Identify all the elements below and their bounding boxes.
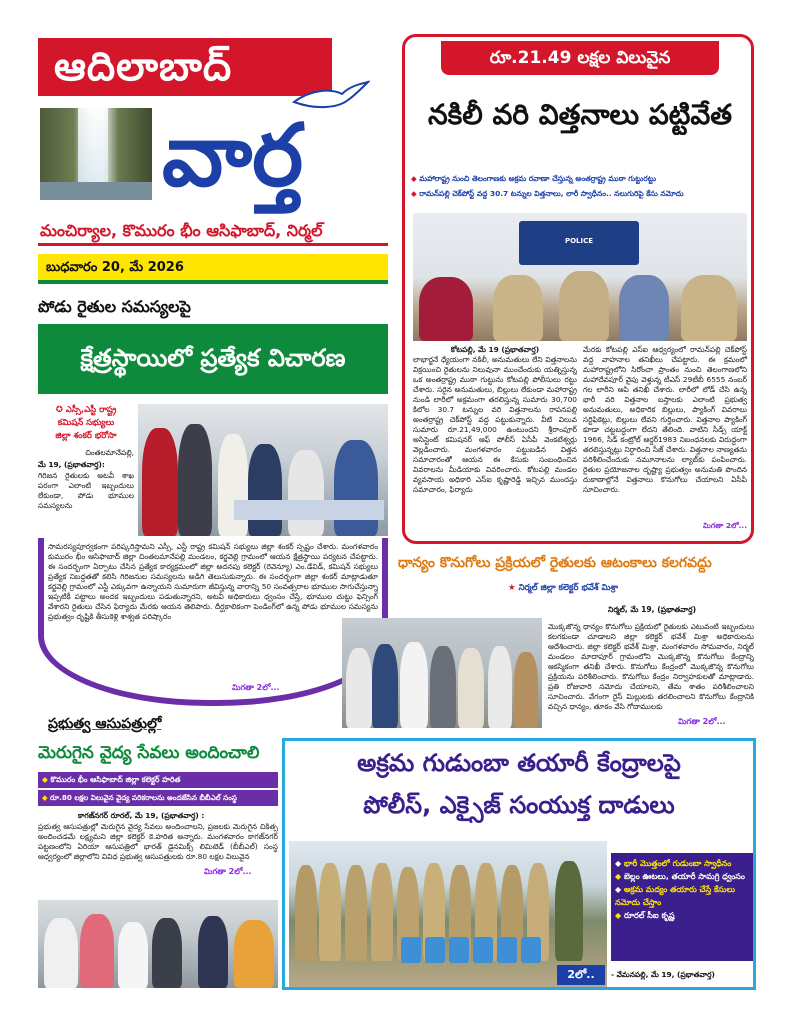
diamond-bullet-icon: ◆ bbox=[411, 174, 420, 183]
story1-bullet: ◆ రామన్‌పల్లి చెక్‌పోస్ట్ వద్ద 30.7 టన్నుల విత్తనాలు, లారీ స్వాధీనం.. నలుగురిపై కేసు నమోదు bbox=[411, 189, 684, 198]
story2-sub-block bbox=[38, 404, 134, 521]
districts-label: మంచిర్యాల, కొమురం భీం ఆసిఫాబాద్, నిర్మల్ bbox=[40, 221, 323, 240]
story5-highlight: ◆ అక్రమ మద్యం తయారు చేస్తే కేసులు నమోదు చేస్తాం bbox=[615, 885, 736, 907]
story3-byline: ★ నిర్మల్ జిల్లా కలెక్టర్ భవేశ్ మిశ్రా bbox=[508, 583, 618, 593]
date-label: బుధవారం 20, మే 2026 bbox=[46, 260, 184, 275]
star-icon: ★ bbox=[508, 583, 519, 593]
story4-bullet: ◆ కొమురం భీం ఆసిఫాబాద్ జిల్లా కలెక్టర్ హరిత bbox=[38, 772, 278, 788]
story5-highlights bbox=[611, 853, 753, 961]
story5-photo-label: 2లో.. bbox=[557, 965, 605, 985]
masthead-title-part2: వార్త bbox=[162, 106, 304, 206]
police-press-photo bbox=[413, 213, 747, 341]
story4-kicker: ప్రభుత్వ ఆసుపత్రుల్లో bbox=[48, 716, 162, 732]
story1-headline: నకిలీ వరి విత్తనాలు పట్టివేత bbox=[427, 98, 733, 131]
story-podu-farmers bbox=[38, 292, 388, 712]
story-fake-seeds bbox=[402, 34, 754, 544]
masthead bbox=[38, 38, 388, 288]
story4-more: మిగతా 2లో... bbox=[204, 867, 252, 876]
raid-photo bbox=[289, 841, 607, 987]
story5-highlight: ◆ భారీ మొత్తంలో గుడుంబా స్వాధీనం bbox=[615, 859, 732, 868]
story3-headline: ధాన్యం కొనుగోలు ప్రక్రియలో రైతులకు ఆటంకాలు కలగవద్దు bbox=[398, 555, 712, 571]
collector-inspection-photo bbox=[342, 618, 542, 728]
story2-dateline-place: చింతలమానేపల్లి, bbox=[85, 448, 134, 457]
story1-body-left: లాభార్జనే ధ్యేయంగా నకిలీ, అనుమతులు లేని విత్తనాలను విక్రయించి రైతులను నిలువునా ముంచేందుకు యత్నిస్తున్న ఒక అంతర్రాష్ట్ర ముఠా గుట్టును కోటపల్లి పోలీసులు రట్టు చేశారు. సరైన అనుమతులు, బిల్లులు లేకుండా మహారాష్ట్ర నుండి లారీలో అక్రమంగా తరలిస్తున్న సుమారు 30,700 కిలోల 30.7 టన్నుల వరి విత్తనాలను రాపనపల్లి అంతర్రాష్ట్ర చెక్‌పోస్ట్ వద్ద పట్టుకున్నారు. వీటి విలువ సుమారు రూ.21,49,000 ఉంటుందని శ్రీరాంపూర్ అసిస్టెంట్ కమిషనర్ ఆఫ్ పోలీస్ ఏసీపీ వెంకటేశ్వర్లు వెల్లడించారు. మంగళవారం పట్టుబడిన విత్తన సమాచారంతో ఆయన ఈ కేసుకు సంబంధించిన వివరాలను మీడియాకు వివరించారు. కోటపల్లి మండల వ్యవసాయ అధికారి ఎస్‌ఐ కృష్ణారెడ్డి ఇచ్చిన ముందస్తు సమాచారం, ఫిర్యాదు bbox=[413, 355, 577, 494]
diamond-bullet-icon: ◆ bbox=[42, 793, 51, 802]
diamond-bullet-icon: ◆ bbox=[615, 911, 624, 920]
story4-dateline: కాగజ్‌నగర్ రూరల్, మే 19, (ప్రభాతవార్త) : bbox=[78, 811, 205, 820]
story4-bullet: ◆ రూ.80 లక్షల విలువైన వైద్య పరికరాలను అందజేసిన బీబీఎల్ సంస్థ bbox=[38, 790, 278, 806]
star-bullet-icon: ✪ bbox=[55, 405, 66, 415]
story2-dateline: మే 19, (ప్రభాతవార్త): bbox=[38, 460, 105, 469]
commission-meeting-photo bbox=[138, 404, 388, 536]
story2-body: సామరస్యపూర్వకంగా పరిష్కరిస్తామని ఎస్సీ, ఎస్టీ రాష్ట్ర కమిషన్ సభ్యులు జిల్లా శంకర్ స్పష్టం చేశారు. మంగళవారం కుమురం భీం ఆసిఫాబాద్ జిల్లా చింతలమానేపల్లి మండలం, కర్జవెల్లి గ్రామంలో ఆయన క్షేత్రస్థాయి పర్యటన చేపట్టారు. ఈ సందర్భంగా ఏర్పాటు చేసిన ప్రత్యేక కార్యక్రమంలో జిల్లా అదనపు కలెక్టర్ (రెవెన్యూ) ఎం.డేవిడ్, కమిషన్ సభ్యులు ప్రత్యేక నిబద్ధతతో కలిసి గిరిజనుల సమస్యలను అడిగి తెలుసుకున్నారు. ఈ సందర్భంగా జిల్లా శంకర్ మాట్లాడుతూ కర్జవెల్లి గ్రామంలో ఎస్టీ ఎక్కువగా ఉన్నాయని సుమారుగా జీవిస్తున్న వారాన్ని 50 సంవత్సరాల భూముల సాగుచేస్తున్నా ఇప్పటికీ పట్టాలు అందక ఇబ్బందులు పడుతున్నారని, అటవీ అధికారులు ధ్వంసం చేస్తే, భూముల చుట్టు ఫెన్సింగ్ వేశారని రైతులు చేసిన ఫిర్యాదు మేరకు ఆయన తెలిపారు. దీర్ఘకాలికంగా పెండింగ్‌లో ఉన్న పోడు భూముల సమస్యను ప్రభుత్వం దృష్టికి తీసుకెళ్లి శాశ్వత పరిష్కారం bbox=[48, 542, 378, 621]
story2-sub-line: కమిషన్ సభ్యులు bbox=[57, 418, 115, 428]
masthead-blue-block bbox=[156, 108, 388, 214]
story5-headline-line1: అక్రమ గుడుంబా తయారీ కేంద్రాలపై bbox=[357, 749, 681, 777]
masthead-title-part1: ఆదిలాబాద్ bbox=[54, 44, 233, 90]
story1-dateline: కోటపల్లి, మే 19 (ప్రభాతవార్త) bbox=[450, 345, 540, 354]
diamond-bullet-icon: ◆ bbox=[411, 189, 420, 198]
story1-col-right bbox=[583, 345, 747, 541]
story2-body-side: గిరిజన రైతులకు అటవీ శాఖ పరంగా ఎలాంటి ఇబ్బందులు లేకుండా, పోడు భూముల సమస్యలను bbox=[38, 471, 134, 510]
waterfall-photo bbox=[40, 108, 152, 200]
medical-equipment-photo bbox=[38, 900, 278, 988]
story1-bullet: ◆ మహారాష్ట్ర నుంచి తెలంగాణకు అక్రమ రవాణా చేస్తున్న అంతర్రాష్ట్ర ముఠా గుట్టురట్టు bbox=[411, 174, 656, 183]
story1-bullets bbox=[411, 173, 749, 200]
diamond-bullet-icon: ◆ bbox=[615, 859, 624, 868]
story-hospital-services bbox=[38, 714, 278, 994]
story3-body: మొక్కజొన్న ధాన్యం కొనుగోలు ప్రక్రియలో రైతులకు ఎటువంటి ఇబ్బందులు కలగకుండా చూడాలని జిల్లా కలెక్టర్ భవేశ్ మిశ్రా అధికారులను ఆదేశించారు. జిల్లా కలెక్టర్ భవేశ్ మిశ్రా, మంగళవారం సోమవారం, నిర్మల్ మండలం మాదాపూర్ గ్రామంలోని మొక్కజొన్న కొనుగోలు కేంద్రాన్ని ఆకస్మికంగా తనిఖీ చేశారు. కొనుగోలు కేంద్రంలో మొక్కజొన్న కొనుగోలు ప్రక్రియను పరిశీలించారు. కొనుగోలు కేంద్రం నిర్వాహకులతో మాట్లాడారు. ప్రతి రోజువారి నమోదు చేయాలని, తేమ శాతం పరిశీలించాలని సూచించారు. వేగంగా రైస్ మిల్లులకు తరలించాలని కొనుగోలు కేంద్రానికి వచ్చిన ధాన్యం, తూకం వేసి గోదాములకు bbox=[548, 622, 754, 711]
story1-kicker-bar bbox=[441, 41, 719, 75]
districts-bar bbox=[38, 216, 388, 246]
story3-more: మిగతా 2లో... bbox=[678, 717, 726, 726]
diamond-bullet-icon: ◆ bbox=[615, 872, 624, 881]
diamond-bullet-icon: ◆ bbox=[615, 885, 624, 894]
story5-highlight: ◆ రూరల్ సీఐ కృష్ణ bbox=[615, 911, 675, 920]
story1-col-left bbox=[413, 345, 577, 541]
date-bar bbox=[38, 254, 388, 284]
story5-dateline: - వేమనపల్లి, మే 19, (ప్రభాతవార్త) bbox=[611, 970, 715, 979]
story5-headline-line2: పోలీస్, ఎక్సైజ్ సంయుక్త దాడులు bbox=[363, 791, 675, 819]
story4-headline: మెరుగైన వైద్య సేవలు అందించాలి bbox=[38, 743, 260, 763]
story2-kicker: పోడు రైతుల సమస్యలపై bbox=[38, 297, 191, 316]
story-gudumba-raids bbox=[282, 738, 756, 990]
story2-sub-line: ✪ ఎస్సీ,ఎస్టీ రాష్ట్ర bbox=[55, 405, 117, 415]
diamond-bullet-icon: ◆ bbox=[42, 775, 51, 784]
police-banner bbox=[519, 221, 639, 265]
story3-dateline: నిర్మల్, మే 19, (ప్రభాతవార్త) bbox=[608, 605, 697, 614]
story1-body-right: మేరకు కోటపల్లి ఎస్‌ఐ ఆధ్వర్యంలో రామన్‌పల్లి చెక్‌పోస్ట్ వద్ద వాహనాల తనిఖీలు చేపట్టారు. ఈ క్రమంలో మహారాష్ట్రలోని సిరోంచా ప్రాంతం నుంచి తెలంగాణలోని మహాదేవపూర్ వైపు వెళ్తున్న టీఎస్ 29టీబీ 6555 నంబర్ గల లారీని ఆపి తనిఖీ చేశారు. లారీలో లోడ్ చేసి ఉన్న భారీ వరి విత్తనాల బస్తాలకు ఎలాంటి ప్రభుత్వ అనుమతులు, అధికారిక బిల్లులు, ప్యాకింగ్ వివరాలు సర్టిఫికెట్లు, బిల్లులు లేవని గుర్తించారు. విత్తనాల ప్యాకింగ్ కూడా చట్టబద్ధంగా లేదని తేలింది. వాటిని సీడ్స్ యాక్ట్ 1966, సీడ్ కంట్రోల్ ఆర్డర్1983 నిబంధనలకు విరుద్ధంగా తరలిస్తున్నట్లు నిర్ధారించి సీజ్ చేశారు. విత్తనాల నాణ్యతను పరిశీలించేందుకు నమూనాలను ల్యాబ్‌కు పంపించారు. రైతుల ప్రయోజనాల దృష్ట్యా ప్రభుత్వం అనుమతి పొందిన దుకాణాల్లోనే విత్తనాలు కొనుగోలు చేయాలని ఏసీపీ సూచించారు. bbox=[583, 345, 747, 494]
story2-headline-bar bbox=[38, 324, 388, 394]
story1-kicker: రూ.21.49 లక్షల విలువైన bbox=[489, 48, 671, 68]
police-sign-text: POLICE bbox=[564, 237, 594, 245]
story2-more: మిగతా 2లో... bbox=[232, 683, 280, 692]
story4-body: ప్రభుత్వ ఆసుపత్రుల్లో మెరుగైన వైద్య సేవలు అందించాలని, ప్రజలకు మెరుగైన చికిత్స అందించడమే లక్ష్యమని జిల్లా కలెక్టర్ కె.హరిత అన్నారు. మంగళవారం కాగజ్‌నగర్ పట్టణంలోని ఏరియా ఆసుపత్రిలో భారత్ డైనమిక్స్ లిమిటెడ్ (బీబీఎల్) సంస్థ ఆధ్వర్యంలో జిల్లాలోని వివిధ ప్రభుత్వ ఆసుపత్రులకు రూ.80 లక్షల విలువైన bbox=[38, 822, 278, 861]
story2-sub-line: జిల్లా శంకర్ భరోసా bbox=[55, 431, 117, 441]
story5-highlight: ◆ బెల్లం ఊటలు, తయారీ సామగ్రి ధ్వంసం bbox=[615, 872, 745, 881]
masthead-title-bar bbox=[38, 38, 332, 96]
story2-headline: క్షేత్రస్థాయిలో ప్రత్యేక విచారణ bbox=[80, 344, 346, 372]
story1-more: మిగతా 2లో... bbox=[703, 521, 747, 530]
